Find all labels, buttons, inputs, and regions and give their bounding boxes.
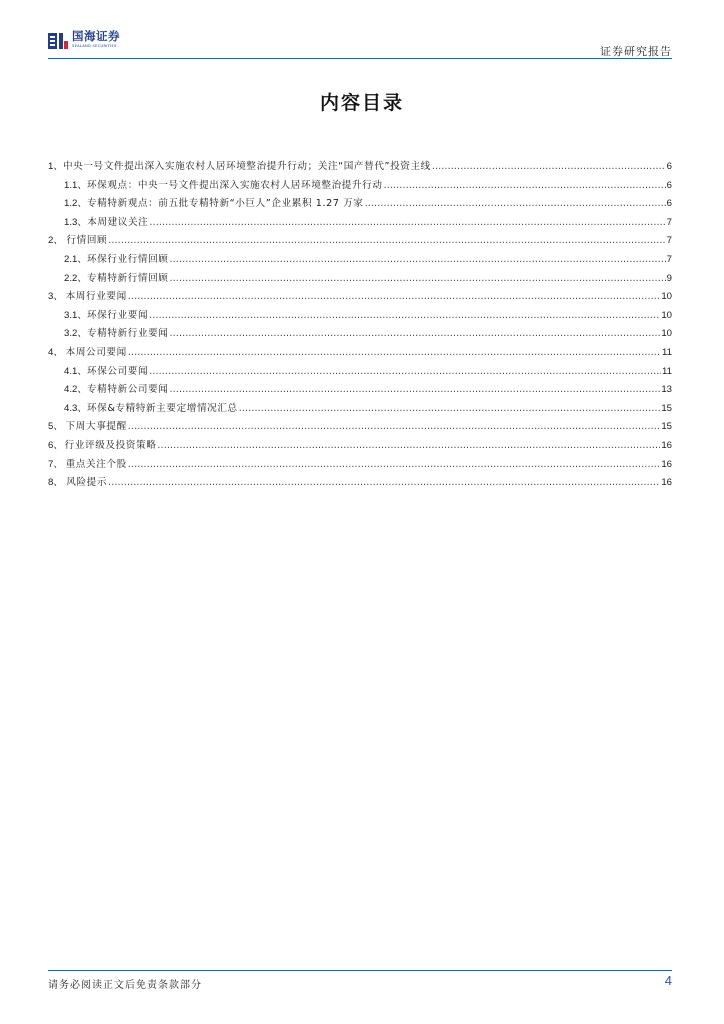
toc-entry-text: 环保观点：中央一号文件提出深入实施农村人居环境整治提升行动 bbox=[86, 179, 383, 191]
toc-entry[interactable] bbox=[48, 195, 672, 214]
toc-entry-page: 11 bbox=[662, 365, 672, 377]
toc-entry-number: 3、 bbox=[48, 291, 63, 303]
toc-entry-text: 中央一号文件提出深入实施农村人居环境整治提升行动；关注“国产替代”投资主线 bbox=[62, 161, 431, 172]
toc-entry-number: 3.1、 bbox=[64, 309, 87, 321]
footer-divider bbox=[48, 970, 672, 971]
toc-entry[interactable] bbox=[48, 158, 672, 177]
toc-leader-dots bbox=[365, 195, 666, 214]
toc-leader-dots bbox=[384, 177, 666, 196]
toc-entry-number: 7、 bbox=[48, 458, 63, 470]
toc-leader-dots bbox=[239, 400, 661, 419]
toc-entry-text: 本周建议关注 bbox=[87, 216, 149, 228]
toc-entry-number: 4、 bbox=[48, 346, 63, 358]
toc-leader-dots bbox=[149, 363, 661, 382]
toc-entry-text: 专精特新行业要闻 bbox=[86, 328, 169, 340]
toc-entry-page: 7 bbox=[666, 216, 672, 228]
toc-entry[interactable] bbox=[48, 474, 672, 493]
toc-entry-page: 16 bbox=[661, 439, 672, 451]
company-logo bbox=[48, 31, 120, 51]
toc-entry[interactable] bbox=[48, 437, 672, 456]
toc-entry-number: 4.2、 bbox=[64, 384, 87, 396]
toc-entry-text: 风险提示 bbox=[66, 477, 108, 489]
toc-entry-page: 7 bbox=[666, 235, 672, 247]
header-divider bbox=[48, 58, 672, 59]
toc-leader-dots bbox=[432, 158, 666, 177]
toc-leader-dots bbox=[170, 251, 666, 270]
toc-entry-text: 环保公司要闻 bbox=[87, 365, 149, 377]
toc-entry-number: 5、 bbox=[48, 421, 63, 433]
footer-page-number: 4 bbox=[664, 973, 672, 988]
toc-entry-number: 4.3、 bbox=[64, 402, 87, 414]
toc-entry-page: 10 bbox=[661, 309, 672, 321]
toc-leader-dots bbox=[128, 288, 661, 307]
toc-entry-text: 下周大事提醒 bbox=[65, 421, 127, 433]
toc-entry[interactable] bbox=[48, 177, 672, 196]
toc-entry-page: 7 bbox=[666, 253, 672, 265]
toc-entry[interactable] bbox=[48, 400, 672, 419]
toc-entry[interactable] bbox=[48, 214, 672, 233]
toc-entry-number: 2、 bbox=[48, 235, 63, 247]
toc-entry-text: 环保行业行情回顾 bbox=[86, 253, 169, 265]
toc-entry-page: 15 bbox=[661, 421, 672, 433]
logo-english-name: SEALAND SECURITIES bbox=[72, 43, 117, 48]
toc-leader-dots bbox=[108, 232, 665, 251]
toc-entry-text: 本周公司要闻 bbox=[65, 346, 127, 358]
sealand-logo-icon bbox=[48, 31, 68, 51]
toc-entry-page: 16 bbox=[661, 458, 672, 470]
toc-entry[interactable] bbox=[48, 344, 672, 363]
toc-entry-number: 1.1、 bbox=[64, 179, 87, 191]
toc-entry-page: 10 bbox=[661, 328, 672, 340]
toc-leader-dots bbox=[170, 325, 661, 344]
toc-entry-text: 环保行业要闻 bbox=[86, 309, 149, 321]
toc-entry-number: 8、 bbox=[48, 477, 63, 489]
toc-entry-page: 10 bbox=[661, 291, 672, 303]
toc-entry-number: 3.2、 bbox=[64, 328, 87, 340]
toc-entry-text: 行情回顾 bbox=[66, 235, 108, 247]
toc-leader-dots bbox=[128, 418, 661, 437]
toc-entry-page: 6 bbox=[666, 179, 672, 191]
table-of-contents bbox=[48, 158, 672, 493]
logo-chinese-name: 国海证券 bbox=[72, 29, 120, 43]
toc-entry-text: 本周行业要闻 bbox=[65, 291, 127, 303]
toc-entry[interactable] bbox=[48, 325, 672, 344]
toc-entry-text: 专精特新观点：前五批专精特新“小巨人”企业累积 1.27 万家 bbox=[86, 198, 364, 210]
toc-entry-number: 2.2、 bbox=[64, 272, 87, 284]
toc-entry[interactable] bbox=[48, 381, 672, 400]
toc-entry-number: 4.1、 bbox=[64, 365, 87, 377]
toc-entry-page: 11 bbox=[662, 346, 672, 358]
toc-entry[interactable] bbox=[48, 251, 672, 270]
toc-entry-number: 1.2、 bbox=[64, 198, 87, 210]
toc-entry[interactable] bbox=[48, 307, 672, 326]
toc-entry[interactable] bbox=[48, 288, 672, 307]
footer-disclaimer: 请务必阅读正文后免责条款部分 bbox=[48, 980, 202, 991]
toc-entry-page: 9 bbox=[666, 272, 672, 284]
toc-entry-text: 行业评级及投资策略 bbox=[64, 439, 157, 451]
toc-entry-text: 专精特新公司要闻 bbox=[86, 384, 169, 396]
toc-entry-number: 1.3、 bbox=[64, 216, 87, 228]
toc-entry[interactable] bbox=[48, 456, 672, 475]
toc-leader-dots bbox=[128, 456, 661, 475]
toc-entry-page: 6 bbox=[666, 161, 672, 172]
toc-entry-text: 专精特新行情回顾 bbox=[86, 272, 169, 284]
toc-entry-number: 1、 bbox=[48, 161, 63, 172]
toc-entry-page: 16 bbox=[661, 477, 672, 489]
toc-leader-dots bbox=[149, 307, 660, 326]
toc-leader-dots bbox=[170, 270, 666, 289]
toc-title: 内容目录 bbox=[319, 92, 404, 114]
toc-entry-page: 15 bbox=[661, 402, 672, 414]
toc-leader-dots bbox=[170, 381, 661, 400]
toc-entry-page: 6 bbox=[666, 198, 672, 210]
page-header bbox=[48, 30, 672, 60]
toc-entry-number: 2.1、 bbox=[64, 253, 87, 265]
toc-leader-dots bbox=[108, 474, 660, 493]
toc-leader-dots bbox=[157, 437, 660, 456]
toc-entry[interactable] bbox=[48, 363, 672, 382]
toc-entry[interactable] bbox=[48, 270, 672, 289]
toc-entry-text: 环保&专精特新主要定增情况汇总 bbox=[86, 402, 238, 414]
toc-entry-number: 6、 bbox=[48, 439, 63, 451]
toc-entry-page: 13 bbox=[661, 384, 672, 396]
toc-leader-dots bbox=[128, 344, 661, 363]
toc-leader-dots bbox=[149, 214, 665, 233]
toc-entry[interactable] bbox=[48, 232, 672, 251]
toc-entry-text: 重点关注个股 bbox=[65, 458, 127, 470]
report-type-label: 证券研究报告 bbox=[600, 45, 672, 58]
toc-entry[interactable] bbox=[48, 418, 672, 437]
